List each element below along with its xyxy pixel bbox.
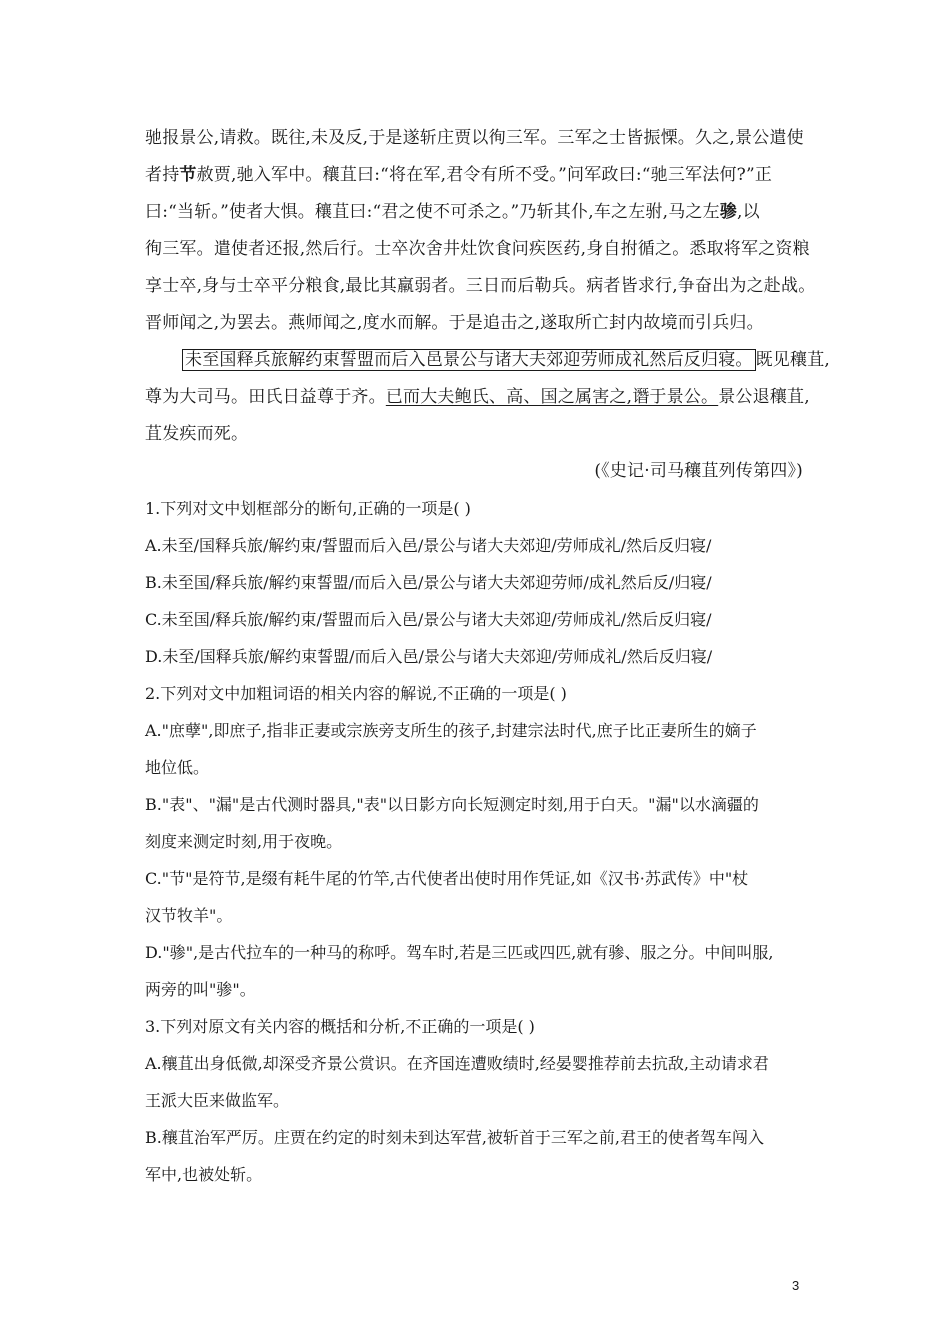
passage-text: 既见穰苴,	[755, 350, 831, 370]
question-3-option-a: A.穰苴出身低微,却深受齐景公赏识。在齐国连遭败绩时,经晏婴推荐前去抗敌,主动请求君	[145, 1054, 769, 1073]
question-2-option-d-cont: 两旁的叫"骖"。	[145, 980, 256, 999]
question-2-option-b: B."表"、"漏"是古代测时器具,"表"以日影方向长短测定时刻,用于白天。"漏"以水滴疆的	[145, 795, 759, 814]
question-1-option-d: D.未至/国释兵旅/解约束誓盟/而后入邑/景公与诸大夫郊迎/劳师成礼/然后反归寝/	[145, 647, 713, 666]
question-2-option-a: A."庶孽",即庶子,指非正妻或宗族旁支所生的孩子,封建宗法时代,庶子比正妻所生的嫡子	[145, 721, 757, 740]
question-1-option-b: B.未至国/释兵旅/解约束誓盟/而后入邑/景公与诸大夫郊迎劳师/成礼然后反/归寝/	[145, 573, 712, 592]
question-2-stem: 2.下列对文中加粗词语的相关内容的解说,不正确的一项是( )	[145, 684, 567, 703]
question-1-option-c: C.未至国/释兵旅/解约束/誓盟而后入邑/景公与诸大夫郊迎/劳师成礼/然后反归寝/	[145, 610, 712, 629]
passage-text: 者持	[145, 165, 180, 185]
passage-text: ,以	[737, 202, 760, 222]
question-3-option-a-cont: 王派大臣来做监军。	[145, 1091, 290, 1110]
boxed-sentence: 未至国释兵旅解约束誓盟而后入邑景公与诸大夫郊迎劳师成礼然后反归寝。	[182, 349, 756, 371]
passage-text: 尊为大司马。田氏日益尊于齐。	[145, 387, 386, 407]
passage-text: 驰报景公,请救。既往,未及反,于是遂斩庄贾以徇三军。三军之士皆振慄。久之,景公遣使	[145, 128, 804, 148]
passage-line	[145, 157, 815, 194]
passage-line	[145, 379, 815, 416]
passage-text: 徇三军。遣使者还报,然后行。士卒次舍井灶饮食问疾医药,身自拊循之。悉取将军之资粮	[145, 239, 810, 259]
question-2-option-d: D."骖",是古代拉车的一种马的称呼。驾车时,若是三匹或四匹,就有骖、服之分。中间叫服,	[145, 943, 774, 962]
passage-line	[145, 305, 815, 342]
passage-text: 享士卒,身与士卒平分粮食,最比其羸弱者。三日而后勒兵。病者皆求行,争奋出为之赴战。	[145, 276, 816, 296]
question-2-option-c: C."节"是符节,是缀有耗牛尾的竹竿,古代使者出使时用作凭证,如《汉书·苏武传》中"杖	[145, 869, 749, 888]
question-2-option-c-cont: 汉节牧羊"。	[145, 906, 233, 925]
passage-line	[145, 120, 815, 157]
passage-line	[145, 268, 815, 305]
bold-term: 节	[179, 165, 197, 185]
passage-line	[145, 194, 815, 231]
page-number: 3	[792, 1278, 800, 1293]
passage-line	[145, 416, 815, 453]
source-text: (《史记·司马穰苴列传第四》)	[594, 461, 803, 481]
passage-text: 曰:“当斩。”使者大惧。穰苴曰:“君之使不可杀之。”乃斩其仆,车之左驸,马之左	[145, 202, 720, 222]
passage-line	[145, 342, 831, 379]
question-3-option-b-cont: 军中,也被处斩。	[145, 1165, 263, 1184]
passage-text: 晋师闻之,为罢去。燕师闻之,度水而解。于是追击之,遂取所亡封内故境而引兵归。	[145, 313, 764, 333]
question-1-stem: 1.下列对文中划框部分的断句,正确的一项是( )	[145, 499, 471, 518]
passage-text: 赦贾,驰入军中。穰苴曰:“将在军,君令有所不受。”问军政曰:“驰三军法何?”正	[196, 165, 773, 185]
question-2-option-b-cont: 刻度来测定时刻,用于夜晚。	[145, 832, 343, 851]
passage-text: 景公退穰苴,	[718, 387, 810, 407]
question-2-option-a-cont: 地位低。	[145, 758, 210, 777]
underlined-sentence: 已而大夫鲍氏、高、国之属害之,谮于景公。	[385, 387, 719, 407]
source-citation	[145, 453, 815, 490]
bold-term: 骖	[719, 202, 738, 222]
question-3-option-b: B.穰苴治军严厉。庄贾在约定的时刻未到达军营,被斩首于三军之前,君王的使者驾车闯入	[145, 1128, 765, 1147]
passage-line	[145, 231, 815, 268]
passage-text: 苴发疾而死。	[145, 424, 249, 444]
question-3-stem: 3.下列对原文有关内容的概括和分析,不正确的一项是( )	[145, 1017, 535, 1036]
question-1-option-a: A.未至/国释兵旅/解约束/誓盟而后入邑/景公与诸大夫郊迎/劳师成礼/然后反归寝/	[145, 536, 712, 555]
page-content	[145, 120, 831, 1193]
